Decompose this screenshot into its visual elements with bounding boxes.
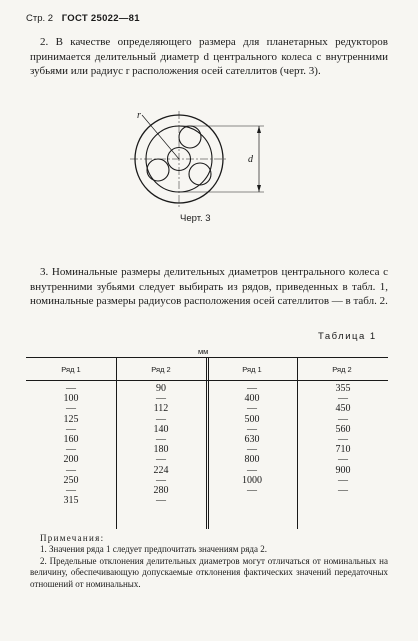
figure-caption: Черт. 3	[180, 213, 211, 224]
table-column-1	[36, 384, 106, 506]
radius-leader	[142, 115, 179, 159]
paragraph-2	[30, 35, 388, 79]
table-cell: 100	[63, 393, 79, 405]
table-cell: 112	[153, 403, 169, 415]
table-cell: —	[338, 474, 348, 486]
note-item: 1. Значения ряда 1 следует предпочитать значениям ряда 2.	[40, 544, 267, 555]
table-column-divider	[297, 357, 298, 529]
table-cell: 400	[244, 393, 260, 405]
table-cell: 125	[63, 413, 79, 425]
page-number: Стр. 2	[26, 13, 54, 24]
table-cell: 224	[153, 464, 169, 476]
table-cell: 450	[335, 403, 351, 415]
paragraph-3	[30, 265, 388, 309]
table-cell: —	[338, 485, 348, 497]
notes-title: Примечания:	[40, 533, 105, 543]
table-cell: —	[66, 464, 76, 476]
page-header	[26, 13, 140, 24]
table-cell: —	[247, 485, 257, 497]
table-cell: —	[66, 423, 76, 435]
table-cell: —	[247, 403, 257, 415]
table-column-3	[217, 384, 287, 496]
planet-circle-right	[189, 163, 211, 185]
table-cell: 630	[244, 434, 260, 446]
table-title: Таблица 1	[318, 331, 377, 342]
table-cell: 250	[63, 474, 79, 486]
table-header-cell: Ряд 1	[242, 365, 262, 374]
table-cell: —	[66, 403, 76, 415]
table-header-cell: Ряд 2	[332, 365, 352, 374]
table-cell: —	[156, 454, 166, 466]
dimension-arrow-bottom	[257, 185, 261, 192]
table-cell: 90	[156, 383, 166, 394]
table-cell: 710	[335, 444, 351, 456]
standard-code: ГОСТ 25022—81	[61, 13, 140, 24]
table-header-cell: Ряд 1	[61, 365, 81, 374]
table-cell: —	[338, 413, 348, 425]
label-r: r	[137, 110, 141, 121]
table-column-2	[126, 384, 196, 506]
paragraph-3-text: 3. Номинальные размеры делительных диаметров центрального колеса с внутренними зубьями следует выбирать из рядов, приведенных в табл. 1, номинальные размеры радиусов расположения осей сателлитов — в табл. 2.	[30, 266, 388, 307]
table-cell: —	[338, 393, 348, 405]
notes	[30, 533, 388, 590]
table-cell: —	[156, 495, 166, 507]
table-cell: 180	[153, 444, 169, 456]
table-cell: 140	[153, 423, 169, 435]
planet-circle-left	[147, 159, 169, 181]
table-cell: —	[156, 393, 166, 405]
table-header-cell: Ряд 2	[151, 365, 171, 374]
table-unit: мм	[198, 347, 209, 356]
table-cell: —	[247, 383, 257, 394]
table-1	[26, 357, 388, 529]
table-cell: —	[66, 485, 76, 497]
table-cell: —	[66, 444, 76, 456]
table-cell: 160	[63, 434, 79, 446]
table-cell: —	[247, 444, 257, 456]
table-double-divider	[206, 357, 209, 529]
planet-circle-top	[179, 126, 201, 148]
table-cell: —	[156, 474, 166, 486]
table-cell: 200	[63, 454, 79, 466]
table-cell: 280	[153, 485, 169, 497]
table-cell: 315	[63, 495, 79, 507]
table-cell: 800	[244, 454, 260, 466]
table-cell: —	[247, 464, 257, 476]
table-column-divider	[116, 357, 117, 529]
table-cell: —	[338, 454, 348, 466]
table-cell: —	[247, 423, 257, 435]
table-column-4	[308, 384, 378, 496]
note-item: 2. Предельные отклонения делительных диаметров могут отличаться от номинальных на величину, обеспечивающую допускаемые отклонения фактических значений передаточных отношений от номинальных.	[30, 555, 388, 589]
table-cell: 900	[335, 464, 351, 476]
table-cell: —	[338, 434, 348, 446]
label-d: d	[248, 154, 253, 165]
table-cell: —	[66, 383, 76, 394]
drawing-3	[120, 107, 280, 215]
table-cell: 560	[335, 423, 351, 435]
table-cell: 1000	[242, 474, 262, 486]
table-cell: —	[156, 434, 166, 446]
table-cell: 500	[244, 413, 260, 425]
dimension-arrow-top	[257, 126, 261, 133]
table-cell: 355	[335, 383, 351, 394]
table-cell: —	[156, 413, 166, 425]
paragraph-2-text: 2. В качестве определяющего размера для планетарных редукторов принимается делительный диаметр d центрального колеса с внутренними зубьями или радиус r расположения осей сателлитов (черт. 3).	[30, 36, 388, 77]
